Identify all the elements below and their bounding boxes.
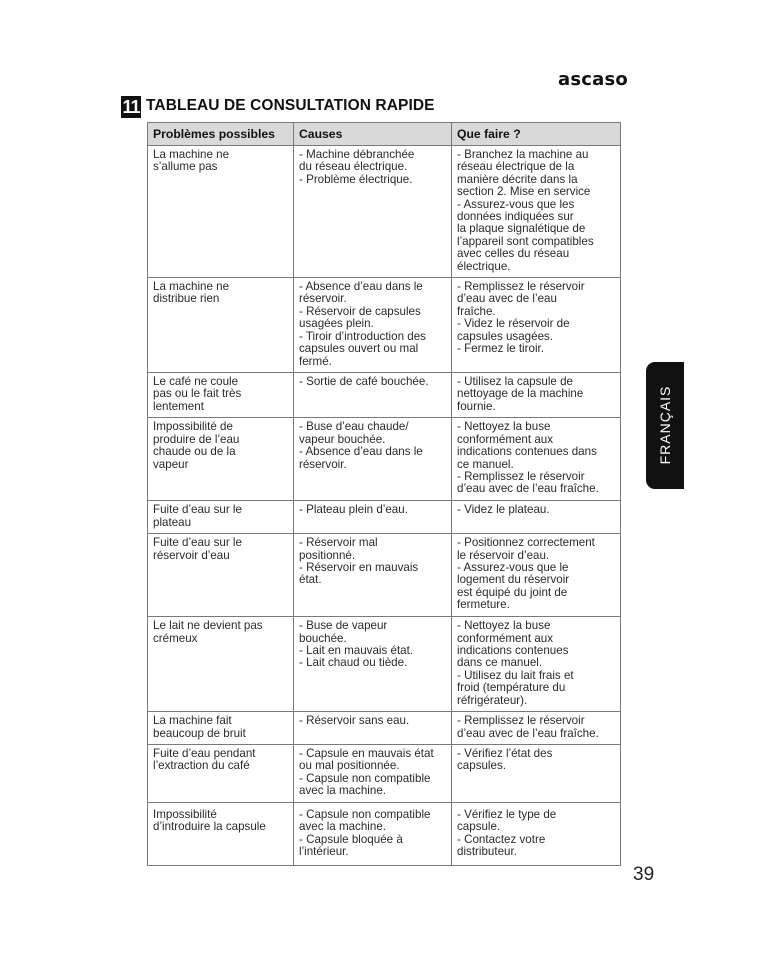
causes-cell: - Capsule en mauvais état ou mal positionnée. - Capsule non compatible avec la machine.	[294, 744, 452, 802]
causes-cell: - Buse d’eau chaude/ vapeur bouchée. - Absence d’eau dans le réservoir.	[294, 418, 452, 501]
table-row	[148, 146, 621, 278]
problem-cell: Le lait ne devient pas crémeux	[148, 617, 294, 712]
causes-cell: - Réservoir mal positionné. - Réservoir en mauvais état.	[294, 534, 452, 617]
page-number: 39	[633, 864, 655, 885]
solution-cell: - Nettoyez la buse conformément aux indications contenues dans ce manuel. - Utilisez du lait frais et froid (température du réfrigérateur).	[452, 617, 621, 712]
problem-cell: Impossibilité de produire de l’eau chaude ou de la vapeur	[148, 418, 294, 501]
table-row	[148, 712, 621, 745]
problem-cell: Fuite d’eau sur le plateau	[148, 501, 294, 534]
table-row	[148, 501, 621, 534]
problem-cell: La machine ne distribue rien	[148, 278, 294, 373]
causes-cell: - Capsule non compatible avec la machine. - Capsule bloquée à l’intérieur.	[294, 802, 452, 865]
solution-cell: - Positionnez correctement le réservoir d’eau. - Assurez-vous que le logement du réservoir est équipé du joint de fermeture.	[452, 534, 621, 617]
solution-cell: - Remplissez le réservoir d’eau avec de l’eau fraîche. - Videz le réservoir de capsules usagées. - Fermez le tiroir.	[452, 278, 621, 373]
causes-cell: - Machine débranchée du réseau électrique. - Problème électrique.	[294, 146, 452, 278]
table-row	[148, 278, 621, 373]
solution-cell: - Nettoyez la buse conformément aux indications contenues dans ce manuel. - Remplissez le réservoir d’eau avec de l’eau fraîche.	[452, 418, 621, 501]
quick-reference-table	[147, 122, 621, 866]
section-number-badge: 11	[122, 97, 140, 117]
causes-cell: - Sortie de café bouchée.	[294, 373, 452, 418]
solution-cell: - Vérifiez le type de capsule. - Contactez votre distributeur.	[452, 802, 621, 865]
problem-cell: Fuite d’eau pendant l’extraction du café	[148, 744, 294, 802]
table-row	[148, 744, 621, 802]
problem-cell: Impossibilité d’introduire la capsule	[148, 802, 294, 865]
solution-cell: - Utilisez la capsule de nettoyage de la machine fournie.	[452, 373, 621, 418]
solution-cell: - Remplissez le réservoir d’eau avec de l’eau fraîche.	[452, 712, 621, 745]
solution-cell: - Branchez la machine au réseau électrique de la manière décrite dans la section 2. Mise en service - Assurez-vous que les données indiquées sur la plaque signalétique de l’appareil sont compatibles avec celles du réseau électrique.	[452, 146, 621, 278]
problem-cell: La machine fait beaucoup de bruit	[148, 712, 294, 745]
section-title: TABLEAU DE CONSULTATION RAPIDE	[146, 97, 435, 114]
causes-cell: - Réservoir sans eau.	[294, 712, 452, 745]
header-solutions: Que faire ?	[452, 123, 621, 146]
table-row	[148, 617, 621, 712]
solution-cell: - Vérifiez l’état des capsules.	[452, 744, 621, 802]
header-problems: Problèmes possibles	[148, 123, 294, 146]
causes-cell: - Plateau plein d’eau.	[294, 501, 452, 534]
table-row	[148, 373, 621, 418]
language-tab-label: FRANÇAIS	[657, 385, 673, 465]
brand-logo: ascaso	[558, 69, 628, 90]
causes-cell: - Buse de vapeur bouchée. - Lait en mauvais état. - Lait chaud ou tiède.	[294, 617, 452, 712]
table-row	[148, 534, 621, 617]
problem-cell: La machine ne s’allume pas	[148, 146, 294, 278]
table-row	[148, 418, 621, 501]
table-header-row	[148, 123, 621, 146]
problem-cell: Fuite d’eau sur le réservoir d’eau	[148, 534, 294, 617]
problem-cell: Le café ne coule pas ou le fait très lentement	[148, 373, 294, 418]
header-causes: Causes	[294, 123, 452, 146]
solution-cell: - Videz le plateau.	[452, 501, 621, 534]
causes-cell: - Absence d’eau dans le réservoir. - Réservoir de capsules usagées plein. - Tiroir d’introduction des capsules ouvert ou mal fermé.	[294, 278, 452, 373]
table-row	[148, 802, 621, 865]
